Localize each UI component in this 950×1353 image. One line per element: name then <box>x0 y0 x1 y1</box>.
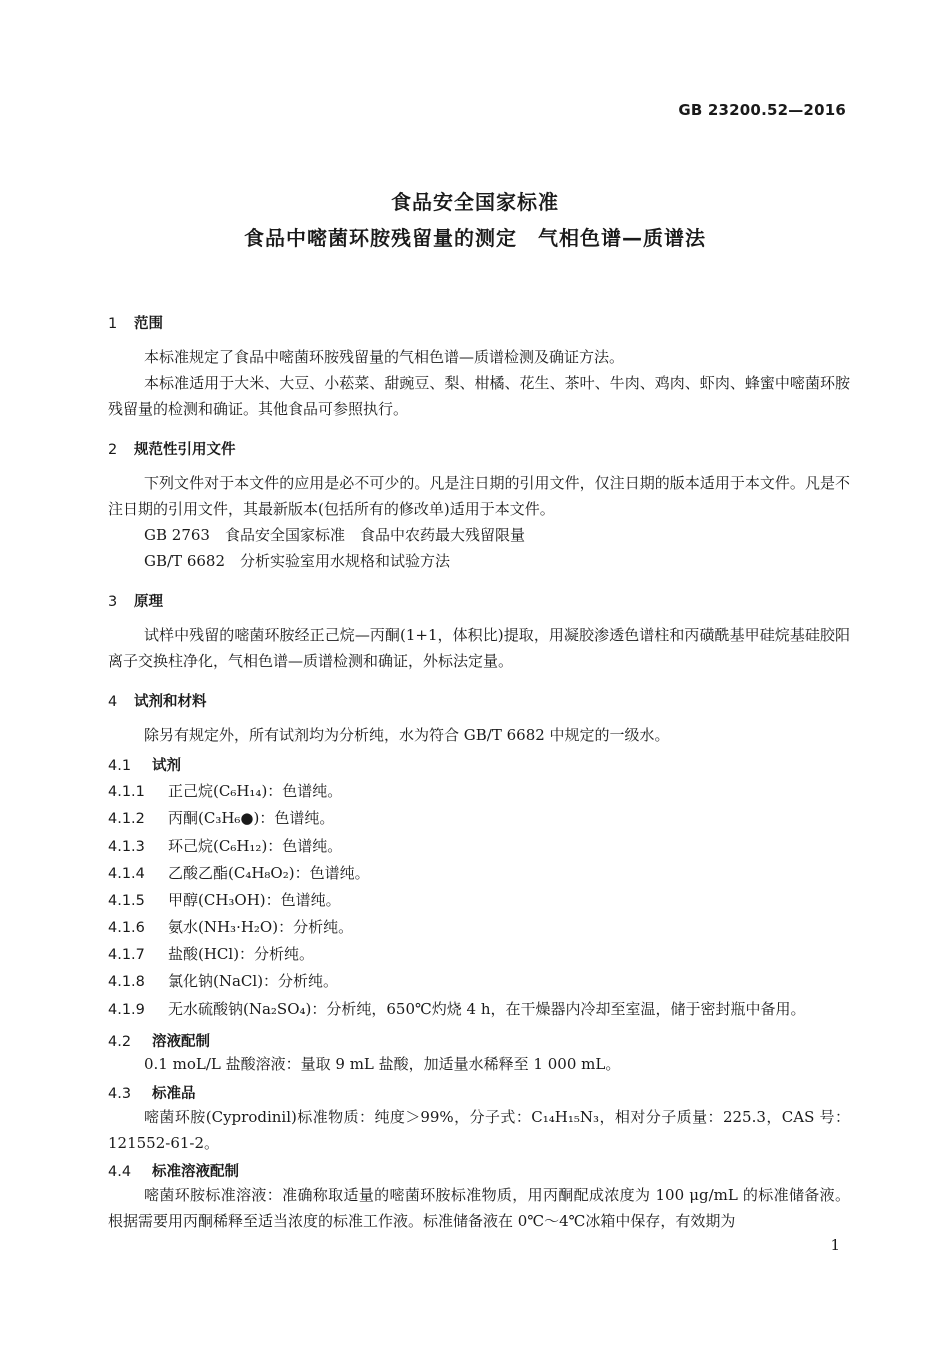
section-4-3-heading <box>108 1082 196 1103</box>
section-4-4-paragraph: 嘧菌环胺标准溶液：准确称取适量的嘧菌环胺标准物质，用丙酮配成浓度为 100 μg/mL 的标准储备液。根据需要用丙酮稀释至适当浓度的标准工作液。标准储备液在 0℃～4℃冰箱中保存，有效期为 <box>108 1186 850 1230</box>
item-number: 4.1.6 <box>108 920 145 936</box>
reagent-item <box>108 916 353 937</box>
reagent-item <box>108 780 342 801</box>
section-3-heading <box>108 590 163 611</box>
reagent-item <box>108 970 338 991</box>
reagent-item <box>108 862 370 883</box>
reference-gbt6682: GB/T 6682 分析实验室用水规格和试验方法 <box>144 552 451 570</box>
reference-gb2763: GB 2763 食品安全国家标准 食品中农药最大残留限量 <box>144 526 525 544</box>
section-3-paragraph-1: 试样中残留的嘧菌环胺经正己烷—丙酮(1+1，体积比)提取，用凝胶渗透色谱柱和丙磺酰基甲硅烷基硅胶阳离子交换柱净化，气相色谱—质谱检测和确证，外标法定量。 <box>108 626 850 670</box>
item-text: 无水硫酸钠(Na₂SO₄)：分析纯，650℃灼烧 4 h，在干燥器内冷却至室温，储于密封瓶中备用。 <box>168 1000 806 1018</box>
item-text: 正己烷(C₆H₁₄)：色谱纯。 <box>168 782 343 800</box>
item-number: 4.1.8 <box>108 974 145 990</box>
section-number: 4.2 <box>108 1034 132 1050</box>
item-number: 4.1.1 <box>108 784 145 800</box>
section-number: 4.1 <box>108 758 132 774</box>
item-number: 4.1.4 <box>108 866 145 882</box>
item-text: 氯化钠(NaCl)：分析纯。 <box>168 972 339 990</box>
section-number: 4 <box>108 694 118 710</box>
section-2-paragraph-1: 下列文件对于本文件的应用是必不可少的。凡是注日期的引用文件，仅注日期的版本适用于本文件。凡是不注日期的引用文件，其最新版本(包括所有的修改单)适用于本文件。 <box>108 474 850 518</box>
section-title: 范围 <box>134 316 163 332</box>
section-4-3-paragraph: 嘧菌环胺(Cyprodinil)标准物质：纯度＞99%，分子式：C₁₄H₁₅N₃，相对分子质量：225.3，CAS 号：121552-61-2。 <box>108 1108 850 1152</box>
item-text: 氨水(NH₃·H₂O)：分析纯。 <box>168 918 354 936</box>
reagent-item <box>108 943 314 964</box>
reagent-item <box>108 835 342 856</box>
section-title: 原理 <box>134 594 163 610</box>
section-number: 3 <box>108 594 118 610</box>
section-4-paragraph-1: 除另有规定外，所有试剂均为分析纯，水为符合 GB/T 6682 中规定的一级水。 <box>144 726 670 744</box>
section-title: 试剂 <box>152 758 181 774</box>
section-1-heading <box>108 312 163 333</box>
item-number: 4.1.7 <box>108 947 145 963</box>
item-text: 乙酸乙酯(C₄H₈O₂)：色谱纯。 <box>168 864 370 882</box>
section-title: 标准溶液配制 <box>152 1164 239 1180</box>
document-title-line2: 食品中嘧菌环胺残留量的测定 气相色谱—质谱法 <box>244 226 706 250</box>
section-2-heading <box>108 438 236 459</box>
section-number: 4.4 <box>108 1164 132 1180</box>
section-1-paragraph-1: 本标准规定了食品中嘧菌环胺残留量的气相色谱—质谱检测及确证方法。 <box>144 348 625 366</box>
section-title: 标准品 <box>152 1086 196 1102</box>
section-4-2-heading <box>108 1030 210 1051</box>
section-4-heading <box>108 690 207 711</box>
section-number: 2 <box>108 442 118 458</box>
section-title: 试剂和材料 <box>134 694 207 710</box>
section-4-2-paragraph: 0.1 moL/L 盐酸溶液：量取 9 mL 盐酸，加适量水稀释至 1 000 mL。 <box>144 1055 621 1073</box>
item-text: 环己烷(C₆H₁₂)：色谱纯。 <box>168 837 343 855</box>
item-number: 4.1.5 <box>108 893 145 909</box>
item-number: 4.1.3 <box>108 839 145 855</box>
reagent-item <box>108 998 806 1019</box>
section-4-1-heading <box>108 754 181 775</box>
page-number: 1 <box>830 1236 840 1254</box>
section-1-paragraph-2: 本标准适用于大米、大豆、小菘菜、甜豌豆、梨、柑橘、花生、茶叶、牛肉、鸡肉、虾肉、蜂蜜中嘧菌环胺残留量的检测和确证。其他食品可参照执行。 <box>108 374 850 418</box>
section-4-4-heading <box>108 1160 239 1181</box>
item-number: 4.1.9 <box>108 1002 145 1018</box>
reagent-item <box>108 889 341 910</box>
item-number: 4.1.2 <box>108 811 145 827</box>
item-text: 盐酸(HCl)：分析纯。 <box>168 945 315 963</box>
document-title-line1: 食品安全国家标准 <box>391 190 559 214</box>
reagent-item <box>108 807 334 828</box>
standard-number: GB 23200.52—2016 <box>678 101 846 119</box>
section-title: 规范性引用文件 <box>134 442 236 458</box>
section-number: 4.3 <box>108 1086 132 1102</box>
section-number: 1 <box>108 316 118 332</box>
item-text: 甲醇(CH₃OH)：色谱纯。 <box>168 891 341 909</box>
section-title: 溶液配制 <box>152 1034 210 1050</box>
item-text: 丙酮(C₃H₆●)：色谱纯。 <box>168 809 335 827</box>
